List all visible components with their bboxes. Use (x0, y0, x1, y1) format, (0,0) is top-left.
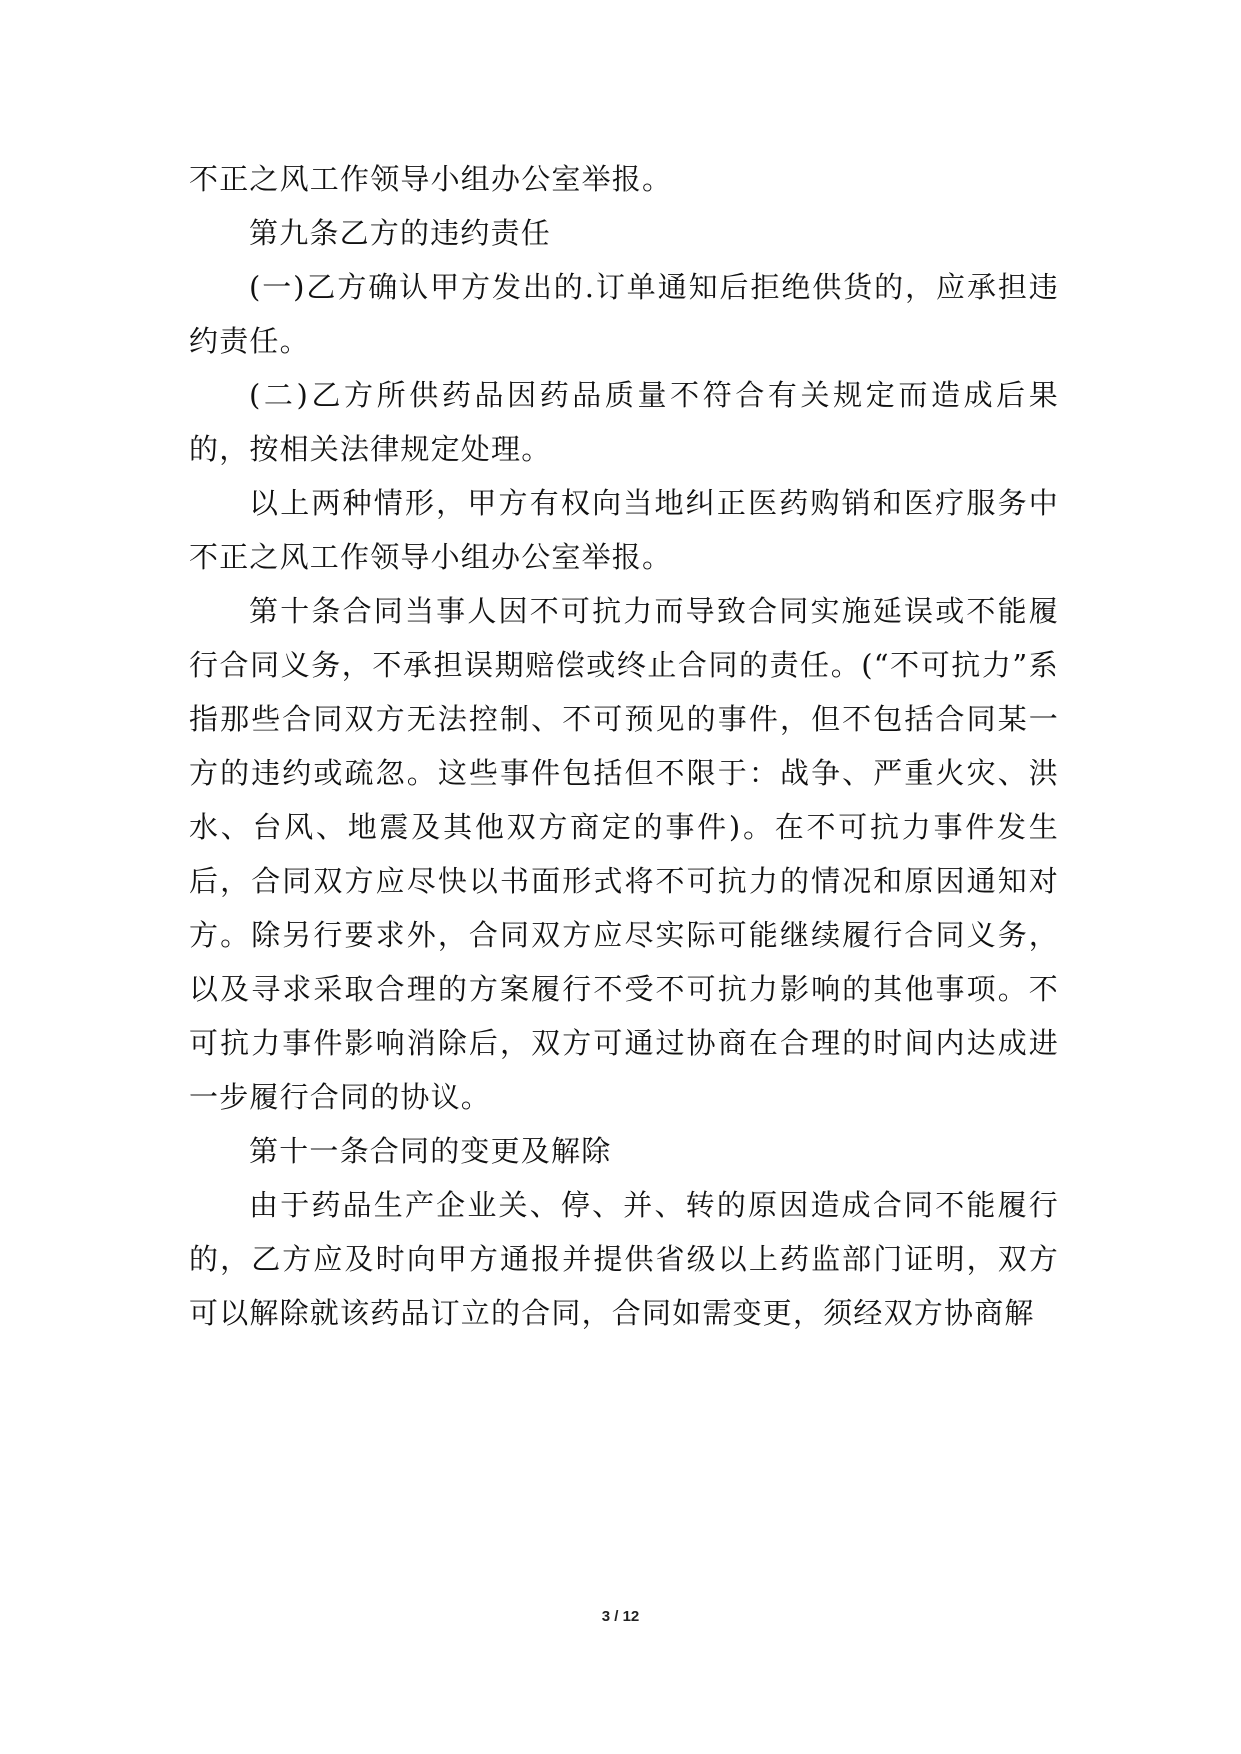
article-9-clause-1: (一)乙方确认甲方发出的.订单通知后拒绝供货的，应承担违约责任。 (189, 270, 1059, 358)
article-11-body: 由于药品生产企业关、停、并、转的原因造成合同不能履行的，乙方应及时向甲方通报并提供省级以上药监部门证明，双方可以解除就该药品订立的合同，合同如需变更，须经双方协商解 (189, 1188, 1059, 1330)
article-10-force-majeure: 第十条合同当事人因不可抗力而导致合同实施延误或不能履行合同义务，不承担误期赔偿或终止合同的责任。(“不可抗力”系指那些合同双方无法控制、不可预见的事件，但不包括合同某一方的违约或疏忽。这些事件包括但不限于：战争、严重火灾、洪水、台风、地震及其他双方商定的事件)。在不可抗力事件发生后，合同双方应尽快以书面形式将不可抗力的情况和原因通知对方。除另行要求外，合同双方应尽实际可能继续履行合同义务，以及寻求采取合理的方案履行不受不可抗力影响的其他事项。不可抗力事件影响消除后，双方可通过协商在合理的时间内达成进一步履行合同的协议。 (189, 594, 1059, 1114)
paragraph-continuation: 不正之风工作领导小组办公室举报。 (189, 162, 673, 196)
page-number: 3 / 12 (601, 1608, 640, 1625)
article-9-heading: 第九条乙方的违约责任 (249, 216, 552, 250)
article-11-heading: 第十一条合同的变更及解除 (249, 1134, 612, 1168)
document-body (189, 152, 1059, 1340)
article-9-report-note: 以上两种情形，甲方有权向当地纠正医药购销和医疗服务中不正之风工作领导小组办公室举报。 (189, 486, 1059, 574)
article-9-clause-2: (二)乙方所供药品因药品质量不符合有关规定而造成后果的，按相关法律规定处理。 (189, 378, 1059, 466)
